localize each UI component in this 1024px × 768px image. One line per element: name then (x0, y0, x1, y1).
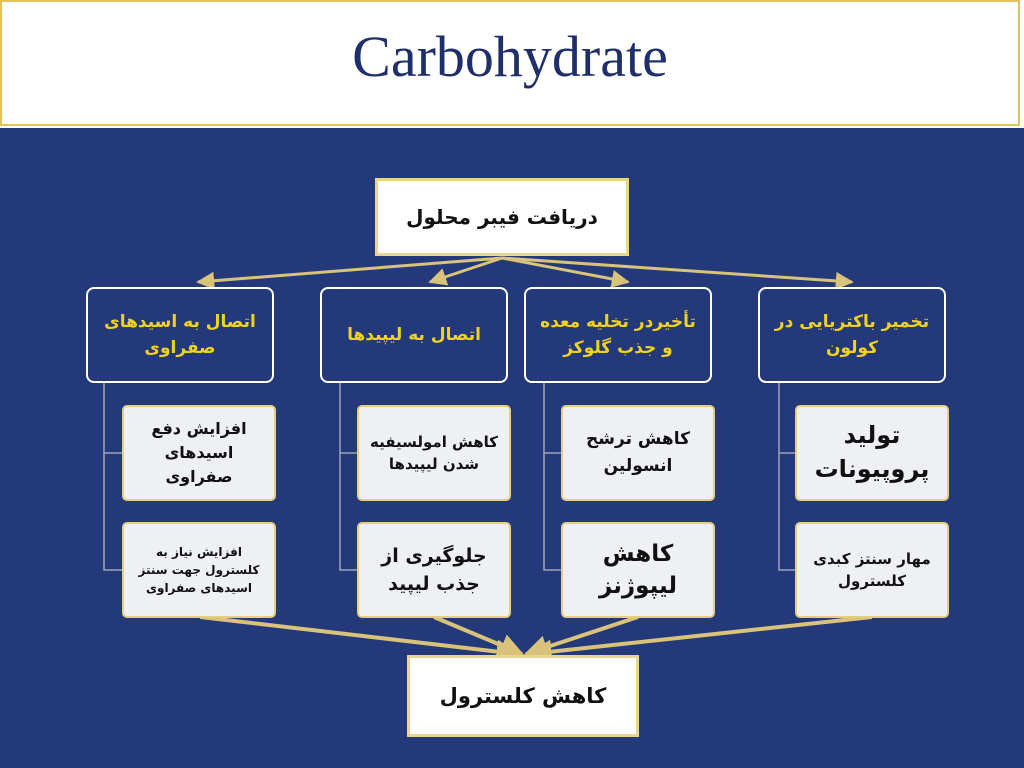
effect-propionate-production: تولید پروپیونات (795, 405, 949, 501)
effect-reduced-insulin: کاهش ترشح انسولین (561, 405, 715, 501)
effect-bile-acid-excretion: افزایش دفع اسیدهای صفراوی (122, 405, 276, 501)
bottom-arrows (200, 617, 872, 654)
bottom-node-cholesterol-reduction: کاهش کلسترول (407, 655, 639, 737)
top-arrows (198, 258, 852, 282)
effect-reduced-emulsification: کاهش امولسیفیه شدن لیپیدها (357, 405, 511, 501)
top-node-soluble-fiber: دریافت فیبر محلول (375, 178, 629, 256)
category-delayed-gastric-emptying: تأخیردر تخلیه معده و جذب گلوکز (524, 287, 712, 383)
effect-lipid-absorption-prevention: جلوگیری از جذب لیپید (357, 522, 511, 618)
category-bacterial-fermentation: تخمیر باکتریایی در کولون (758, 287, 946, 383)
slide-title: Carbohydrate (352, 24, 668, 89)
category-bile-acid-binding: اتصال به اسیدهای صفراوی (86, 287, 274, 383)
effect-hepatic-cholesterol-inhibition: مهار سنتز کبدی کلسترول (795, 522, 949, 618)
category-lipid-binding: اتصال به لیپیدها (320, 287, 508, 383)
effect-cholesterol-demand: افزایش نیاز به کلسترول جهت سنتز اسیدهای صفراوی (122, 522, 276, 618)
effect-reduced-lipogenesis: کاهش لیپوژنز (561, 522, 715, 618)
